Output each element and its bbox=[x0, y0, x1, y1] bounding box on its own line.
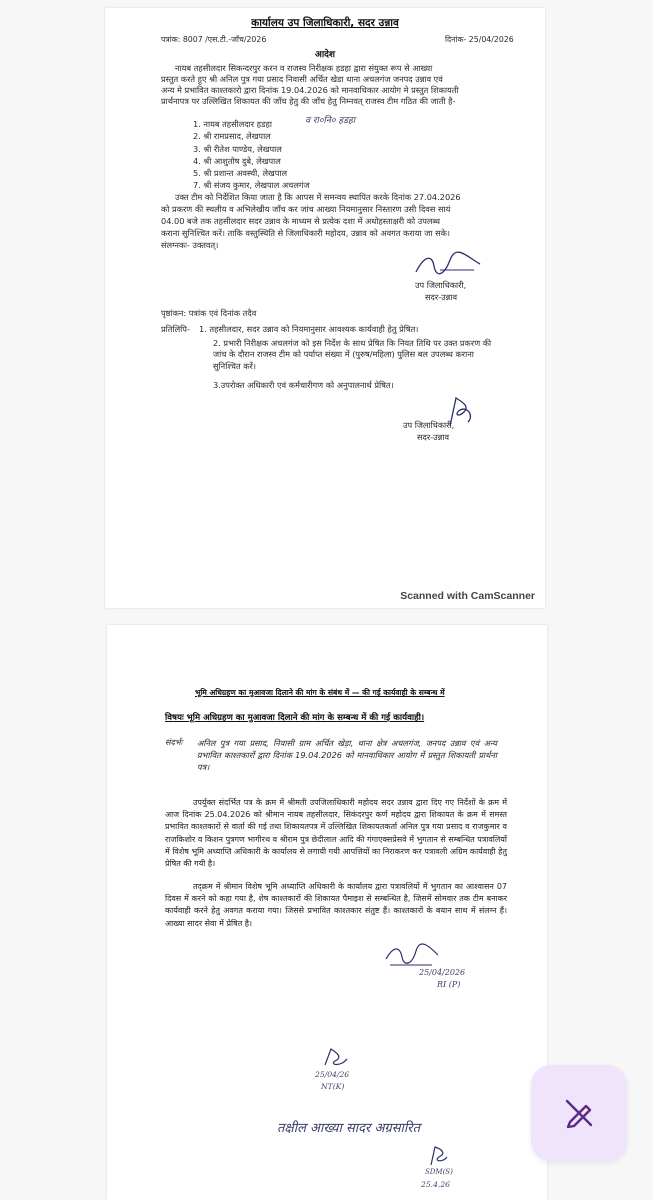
intro-line: प्रार्थनापत्र पर उल्लिखित शिकायत की जाँच हेतु की जाँच हेतु निम्नवत् राजस्व टीम गठित की जाती है- bbox=[161, 96, 456, 106]
scanned-page-1 bbox=[105, 8, 545, 608]
intro-line: अन्य मे प्रभावित काश्तकारो द्वारा दिनांक 19.04.2026 को मानवाधिकार आयोग मे प्रस्तुत शिकायती bbox=[161, 85, 459, 95]
team-member: 3. श्री रीतेश पाण्डेय, लेखपाल bbox=[193, 143, 282, 154]
copy-item: 3.उपरोक्त अधिकारी एवं कर्मचारीगण को अनुपालनार्थ प्रेषित। bbox=[213, 380, 394, 390]
enclosure-line: संलग्नकः- उक्तवत्। bbox=[161, 240, 219, 250]
handwritten-role: RI (P) bbox=[437, 980, 461, 989]
letter-subject: विषयः भूमि अधिग्रहण का मुआवजा दिलाने की मांग के सम्बन्ध में की गई कार्यवाही। bbox=[165, 713, 425, 723]
order-title: आदेश bbox=[314, 50, 336, 60]
team-member: 2. श्री रामप्रसाद, लेखपाल bbox=[193, 131, 271, 142]
body-line: कराना सुनिश्चित करें। ताकि वस्तुस्थिति से जिलाधिकारी महोदय, उन्नाव को अवगत कराया जा सके। bbox=[161, 228, 450, 238]
scanner-watermark: Scanned with CamScanner bbox=[400, 590, 535, 602]
reference-number: पत्रांक: 8007 /एस.टी.-जाँच/2026 bbox=[161, 35, 267, 44]
signatory-place: सदर-उन्नाव bbox=[417, 432, 450, 442]
signatory-title: उप जिलाधिकारी, bbox=[415, 280, 467, 290]
reference-label: संदर्भः bbox=[165, 737, 183, 747]
intro-line: नायब तहसीलदार सिकन्दरपुर करन व राजस्व निरीक्षक हडहा द्वारा संयुक्त रूप से आख्या bbox=[175, 63, 433, 73]
order-date: दिनांक- 25/04/2026 bbox=[445, 35, 514, 44]
handwritten-date: 25.4.26 bbox=[421, 1180, 450, 1189]
copy-item: 1. तहसीलदार, सदर उन्नाव को नियमानुसार आवश्यक कार्यवाही हेतु प्रेषित। bbox=[199, 324, 419, 334]
reference-text: अनिल पुत्र गया प्रसाद, निवासी ग्राम अर्चित खेड़ा, थाना क्षेत्र अचलगंज, जनपद उन्नाव एवं अन्य प्रभावित काश्तकारों द्वारा दिनांक 19.04.2026 को मानवाधिकार आयोग में प्रस्तुत शिकायती प्रार्थना पत्र। bbox=[197, 738, 497, 772]
team-member: 1. नायब तहसीलदार हडहा bbox=[193, 119, 272, 129]
endorsement: पृष्ठांकन: पत्रांक एवं दिनांक तदैव bbox=[161, 308, 257, 318]
signatory-place: सदर-उन्नाव bbox=[425, 292, 458, 302]
team-member: 4. श्री आशुतोष दुबे, लेखपाल bbox=[193, 155, 281, 166]
paragraph-2: तद्क्रम में श्रीमान विशेष भूमि अध्याप्ति अधिकारी के कार्यालय द्वारा पत्रावलियों में भुगतान का आश्वासन 07 दिवस में करने को कहा गया है, शेष काश्तकारों की शिकायत पैमाइश से सम्बन्धित है, जिसमें सोमवार तक टीम बनाकर कार्यवाही करने हेतु अवगत कराया गया। जिससे प्रभावित काश्तकार संतुष्ट हैं। काश्तकारों के बयान साथ में संलग्न हैं। आख्या सादर सेवा में प्रेषित है। bbox=[165, 882, 507, 928]
team-member: 7. श्री संजय कुमार, लेखपाल अचलगंज bbox=[193, 180, 310, 191]
handwritten-remark: तक्षील आख्या सादर अग्रसारित bbox=[277, 1121, 420, 1136]
handwritten-role: NT(K) bbox=[321, 1082, 345, 1091]
team-member: 5. श्री प्रशान्त अवस्थी, लेखपाल bbox=[193, 168, 288, 179]
body-line: 04.00 बजे तक तहसीलदार सदर उन्नाव के माध्यम से प्रत्येक दशा में अधोहस्ताक्षरी को उपलब्ध bbox=[161, 216, 441, 226]
body-line: को प्रकरण की स्थलीय व अभिलेखीय जाँच कर जांच आख्या नियमानुसार निस्तारण उसी दिवस सायं bbox=[161, 204, 451, 214]
team-list bbox=[193, 118, 310, 192]
pen-slash-icon bbox=[562, 1096, 596, 1130]
handwritten-date: 25/04/26 bbox=[315, 1070, 350, 1079]
scanned-page-2 bbox=[107, 625, 547, 1200]
intro-line: प्रस्तुत करते हुए श्री अनिल पुत्र गया प्रसाद निवासी अर्चित खेडा थाना अचलगंज जनपद उन्नाव एवं bbox=[161, 74, 443, 84]
paragraph-1: उपर्युक्त संदर्भित पत्र के क्रम में श्रीमती उपजिलाधिकारी महोदय सदर उन्नाव द्वारा दिए गए निर्देशों के क्रम में आज दिनांक 25.04.2026 को श्रीमान नायब तहसीलदार, सिकंदरपुर कर्ण महोदय द्वारा शिकायत के क्रम में समस्त प्रभावित काश्तकारों से वार्ता की गई तथा शिकायतपत्र में उल्लिखित शिकायतकर्ता अनिल पुत्र गया प्रसाद व राजकुमार व राजकिशोर व किशन पुत्रगण भागीरथ व श्रीराम पुत्र छेदीलाल आदि की गंगाएक्सप्रेसवे में भुगतान से सम्बन्धित पत्रावलियों में विशेष भूमि अध्याप्ति अधिकारी के कार्यालय से लगायी गयी आपत्तियों का निराकरण कर पत्रावली अग्रिम कार्यवाही हेतु प्रेषित की गयी है। bbox=[165, 798, 507, 869]
edit-annotate-button[interactable] bbox=[531, 1065, 627, 1161]
copy-item: 2. प्रभारी निरीक्षक अचलगंज को इस निर्देश के साथ प्रेषित कि नियत तिथि पर उक्त प्रकरण की जांच के दौरान राजस्व टीम को पर्याप्त संख्या में (पुरुष/महिला) पुलिस बल उपलब्ध कराना सुनिश्चित करें। bbox=[213, 338, 492, 371]
office-header: कार्यालय उप जिलाधिकारी, सदर उन्नाव bbox=[251, 17, 399, 29]
handwritten-note: व रा०नि० हडहा bbox=[305, 116, 356, 126]
handwritten-date: 25/04/2026 bbox=[419, 968, 466, 977]
signatory-title: उप जिलाधिकारी, bbox=[403, 420, 455, 430]
copy-label: प्रतिलिपि- bbox=[161, 324, 190, 334]
body-line: उक्त टीम को निर्देशित किया जाता है कि आपस में समन्वय स्थापित करके दिनांक 27.04.2026 bbox=[175, 192, 461, 202]
letter-heading: भूमि अधिग्रहण का मुआवजा दिलाने की मांग के संबंध में — की गई कार्यवाही के सम्बन्ध में bbox=[195, 688, 445, 697]
handwritten-role: SDM(S) bbox=[425, 1168, 453, 1176]
